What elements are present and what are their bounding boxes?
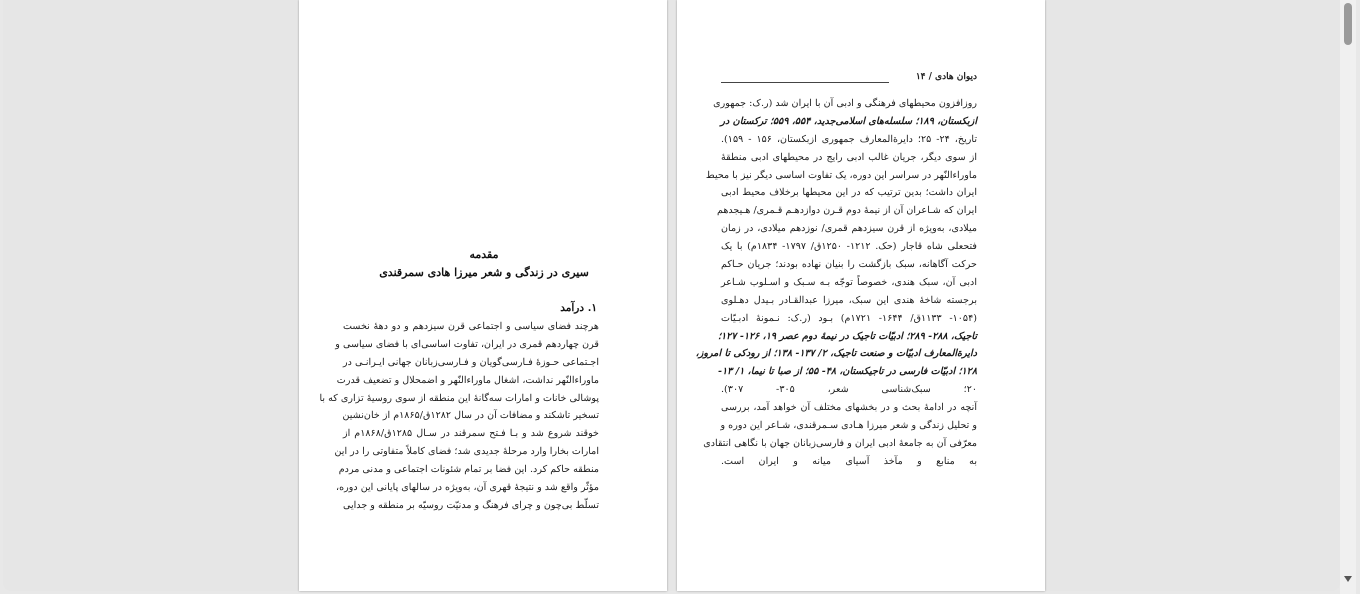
text-line: برجسته شاخهٔ هندی این سبک، میرزا عبدالقـادر بـیدل دهـلوی (721, 294, 977, 306)
running-header-text: دیوان هادی / ۱۴ (915, 72, 977, 82)
right-page-body (695, 95, 978, 471)
text-line: پوشالی خانات و امارات سه‌گانهٔ این منطقه از سوی روسیهٔ تزاری که با (319, 392, 599, 404)
text-line: معرّفی آن به جامعهٔ ادبی ایران و فارسی‌زبانان جهان با نگاهی انتقادی (703, 437, 977, 449)
text-line: ادبی آن، سبک هندی، خصوصاً توجّه بـه سـبک و اسـلوب شـاعر (721, 276, 977, 288)
text-line: میلادی، به‌ویژه از قرن سیزدهم قمری/ نوزدهم میلادی، در زمان (721, 223, 977, 235)
text-line: ازبکستان، ۱۸۹؛ سلسله‌های اسلامی‌جدید، ۵۵۴، ۵۵۹؛ ترکستان در (720, 115, 977, 127)
text-line: و تحلیل زندگی و شعر میرزا هـادی سـمرقندی، شـاعر این دوره و (720, 420, 977, 432)
text-line: ۱۲۸؛ ادبیّات فارسی در تاجیکستان، ۴۸- ۵۵؛ از صبا تا نیما، ۱/ ۱۳- (717, 366, 977, 378)
text-line: هرچند فضای سیاسی و اجتماعی قرن سیزدهم و دو دههٔ نخست (343, 321, 599, 332)
header-rule (721, 82, 889, 83)
text-line: ایران که شـاعران آن از نیمهٔ دوم قـرن دوازدهـم قـمری/ هـیجدهم (716, 205, 977, 217)
text-line: اجـتماعی حـوزهٔ فـارسی‌گویان و فـارسی‌زبانان جهانی ایـرانـی در (343, 356, 599, 368)
text-line: به منابع و مآخذ آسیای میانه و ایران است. (721, 455, 977, 467)
text-line: ایران داشت؛ بدین ترتیب که در این محیطها برخلاف محیط ادبی (721, 187, 977, 199)
text-line: تسخیر تاشکند و مضافات آن در سال ۱۲۸۲ق/۱۸۶۵م از خان‌نشین (342, 410, 599, 422)
vertical-scrollbar[interactable] (1340, 0, 1356, 594)
text-line: خوقند شروع شد و بـا فـتح سمرقند در سـال ۱۲۸۵ق/۱۸۶۸م از (343, 428, 599, 440)
text-line: ۲۰؛ سبک‌شناسی شعر، ۳۰۵- ۳۰۷). (721, 384, 977, 396)
text-line: آنچه در ادامهٔ بحث و در بخشهای مختلف آن خواهد آمد، بررسی (721, 402, 977, 414)
running-header (721, 72, 977, 86)
text-line: دایرةالمعارف ادبیّات و صنعت تاجیک، ۲/ ۱۳۷- ۱۳۸؛ از رودکی تا امروز، (695, 348, 977, 360)
section-heading: ۱. درآمد (560, 302, 597, 314)
text-line: تاریخ، ۲۴- ۲۵؛ دایرةالمعارف جمهوری ازبکستان، ۱۵۶ - ۱۵۹). (721, 133, 977, 145)
text-line: (۱۰۵۴- ۱۱۳۳ق/ ۱۶۴۴- ۱۷۲۱م) بـود (ر.ک: نـمونهٔ ادبـیّات (721, 312, 977, 324)
intro-subtitle: سیری در زندگی و شعر میرزا هادی سمرقندی (379, 266, 589, 279)
left-page-body (319, 318, 599, 515)
text-line: تسلّط بی‌چون و چرای فرهنگ و مدنیّت روسیّه بر منطقه و جدایی (342, 499, 599, 511)
document-page-left (299, 0, 667, 591)
text-line: ماوراءالنّهر نداشت، اشغال ماوراءالنّهر و اضمحلال و تضعیف قدرت (336, 374, 599, 386)
scrollbar-thumb[interactable] (1344, 3, 1352, 45)
text-line: ماوراءالنّهر در سراسر این دوره، یک تفاوت اساسی دیگر نیز با محیط (705, 169, 977, 181)
text-line: از سوی دیگر، جریان غالب ادبی رایج در محیطهای ادبی منطقهٔ (721, 151, 977, 163)
text-line: فتحعلی شاه قاجار (حک. ۱۲۱۲- ۱۲۵۰ق/ ۱۷۹۷- ۱۸۳۴م) با یک (721, 241, 978, 253)
intro-heading: مقدمه (469, 248, 499, 261)
document-viewer[interactable] (3, 0, 1340, 591)
text-line: تاجیک، ۲۸۸- ۲۸۹؛ ادبیّات تاجیک در نیمهٔ دوم عصر ۱۹، ۱۲۶- ۱۲۷؛ (717, 330, 977, 342)
text-line: امارات بخارا وارد مرحلهٔ جدیدی شد؛ فضای کاملاً متفاوتی را در این (334, 446, 599, 458)
text-line: قرن چهاردهم قمری در ایران، تفاوت اساسی‌ای با فضای سیاسی و (335, 338, 599, 350)
text-line: روزافزون محیطهای فرهنگی و ادبی آن با ایران شد (ر.ک: جمهوری (713, 98, 977, 109)
text-line: منطقه حاکم کرد. این فضا بر تمام شئونات اجتماعی و مدنی مردم (338, 464, 599, 476)
document-page-right (677, 0, 1045, 591)
text-line: حرکت آگاهانه، سبک بازگشت را بنیان نهاده بودند؛ جریان حـاکم (721, 259, 977, 271)
text-line: مؤثّر واقع شد و نتیجهٔ قهری آن، به‌ویژه در سالهای پایانی این دوره، (336, 482, 599, 494)
scroll-down-arrow-icon[interactable] (1344, 576, 1352, 582)
